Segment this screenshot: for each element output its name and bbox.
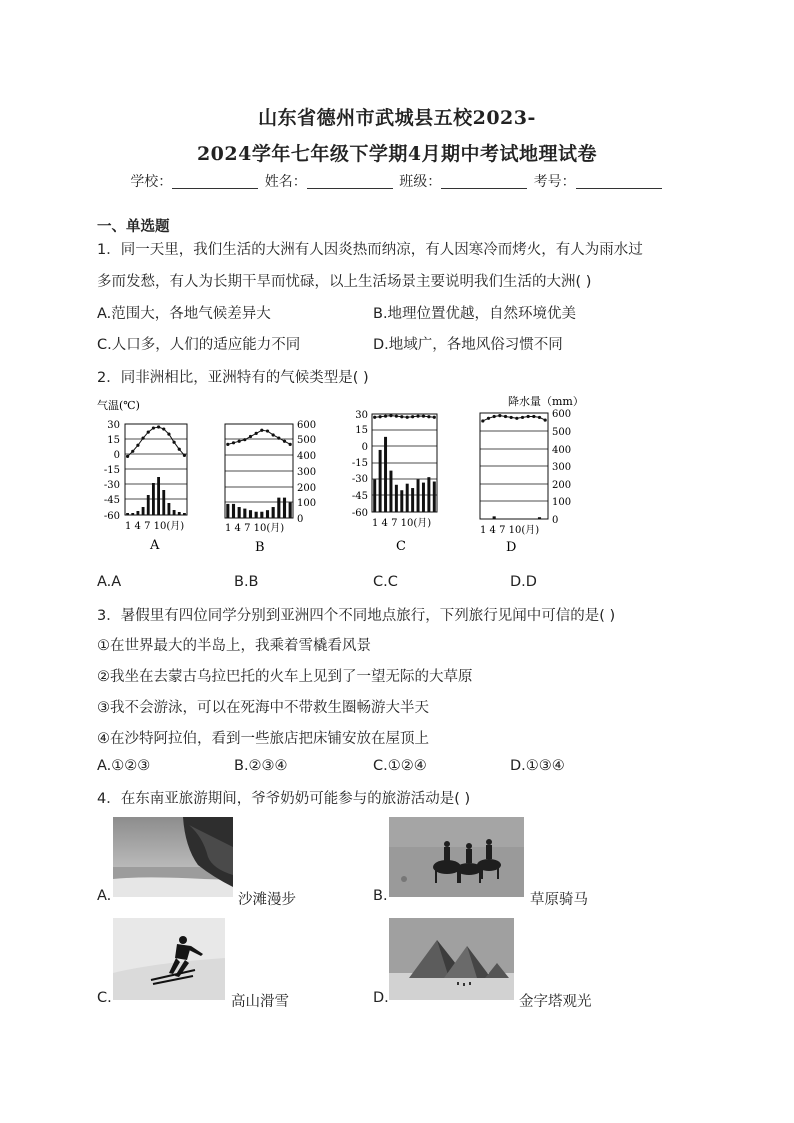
svg-text:300: 300 [552, 462, 572, 473]
precip-bar [422, 483, 425, 512]
temp-axis-ticks [352, 410, 368, 519]
temp-axis-ticks [104, 420, 120, 522]
svg-text:15: 15 [355, 425, 368, 436]
precip-bar [379, 450, 382, 512]
precip-bar [384, 437, 387, 512]
temp-point [183, 454, 186, 457]
section-heading: 一、单选题 [97, 219, 170, 235]
school-label: 学校： [130, 174, 173, 190]
precip-bar [157, 477, 160, 515]
plot-frame [125, 424, 187, 515]
q2-stem: 2．同非洲相比，亚洲特有的气候类型是( ) [97, 370, 369, 386]
temp-point [422, 415, 425, 418]
temp-point [527, 415, 530, 418]
precip-axis-ticks [552, 409, 571, 526]
precip-bar [238, 507, 241, 518]
temp-line [128, 427, 185, 456]
q3-item-4: ④在沙特阿拉伯，看到一些旅店把床铺安放在屋顶上 [97, 731, 429, 747]
gridlines [225, 439, 293, 502]
tick-m60: -60 [103, 511, 120, 522]
tick-m15: -15 [103, 465, 120, 476]
temp-point [406, 416, 409, 419]
svg-text:200: 200 [297, 483, 317, 494]
exam-number-label: 考号： [533, 174, 576, 190]
temp-point [131, 450, 134, 453]
pyramids-photo[interactable] [389, 918, 514, 1000]
precip-bar [173, 510, 176, 515]
temp-point [157, 425, 160, 428]
precip-bar [136, 511, 139, 515]
svg-text:-15: -15 [351, 458, 368, 469]
precip-bar [162, 490, 165, 515]
temp-points [226, 429, 292, 446]
precip-bar [289, 502, 292, 518]
tick-15: 15 [107, 435, 120, 446]
temp-point [544, 418, 547, 421]
precip-axis-title: 降水量（mm） [508, 395, 584, 408]
q3-item-1: ①在世界最大的半岛上，我乘着雪橇看风景 [97, 638, 371, 654]
temp-point [493, 415, 496, 418]
temp-point [167, 433, 170, 436]
temp-points [126, 425, 186, 458]
svg-text:500: 500 [552, 427, 572, 438]
gridlines [480, 431, 548, 501]
name-blank[interactable] [307, 174, 393, 189]
horse-riding-photo[interactable] [389, 817, 524, 897]
x-ticks: 1 4 7 10(月) [480, 525, 540, 536]
temp-point [487, 417, 490, 420]
chart-label: D [506, 540, 517, 555]
precip-bar [232, 504, 235, 518]
precip-bars [126, 477, 186, 515]
q3-option-c[interactable]: C.①②④ [373, 758, 427, 774]
tick-30: 30 [107, 420, 120, 431]
class-label: 班级： [399, 174, 442, 190]
chart-label: A [150, 538, 160, 553]
svg-text:100: 100 [552, 497, 572, 508]
precip-axis-ticks [297, 420, 316, 525]
q3-option-b[interactable]: B.②③④ [234, 758, 288, 774]
svg-text:30: 30 [355, 410, 368, 421]
temp-point [416, 415, 419, 418]
name-label: 姓名： [264, 174, 307, 190]
precip-bar [147, 495, 150, 515]
q4-option-c-caption: 高山滑雪 [231, 994, 289, 1010]
temp-point [400, 415, 403, 418]
temp-point [379, 415, 382, 418]
precip-bar [131, 513, 134, 515]
svg-text:-60: -60 [351, 508, 368, 519]
temp-point [152, 426, 155, 429]
svg-text:500: 500 [297, 435, 317, 446]
precip-bar [272, 507, 275, 518]
class-blank[interactable] [441, 174, 527, 189]
temp-point [427, 415, 430, 418]
temp-point [126, 455, 129, 458]
temp-point [178, 448, 181, 451]
svg-text:100: 100 [297, 498, 317, 509]
svg-text:400: 400 [552, 445, 572, 456]
temp-line [483, 416, 545, 421]
q2-option-d[interactable]: D.D [510, 574, 537, 590]
precip-bar [538, 517, 541, 519]
precip-bar [266, 510, 269, 518]
precip-bar [277, 498, 280, 518]
temp-point [521, 416, 524, 419]
q4-option-a-caption: 沙滩漫步 [238, 892, 296, 908]
temp-line [375, 416, 435, 418]
temp-point [532, 415, 535, 418]
q4-option-a-letter[interactable]: A. [97, 888, 112, 904]
q3-item-2: ②我坐在去蒙古乌拉巴托的火车上见到了一望无际的大草原 [97, 669, 473, 685]
temp-point [172, 441, 175, 444]
precip-bar [142, 507, 145, 515]
precip-bar [260, 512, 263, 518]
temp-point [395, 415, 398, 418]
temp-point [510, 416, 513, 419]
q1-option-c[interactable]: C.人口多，人们的适应能力不同 [97, 337, 301, 353]
climate-chart-c [340, 400, 445, 560]
svg-text:-45: -45 [351, 491, 368, 502]
precip-bar [493, 516, 496, 519]
beach-photo[interactable] [113, 817, 233, 897]
temp-point [249, 435, 252, 438]
temp-point [538, 416, 541, 419]
svg-text:0: 0 [552, 515, 559, 526]
precip-bars [226, 498, 291, 518]
precip-bar [373, 479, 376, 512]
precip-bar [411, 488, 414, 512]
q1-stem-line1: 1．同一天里，我们生活的大洲有人因炎热而纳凉，有人因寒冷而烤火，有人为雨水过 [97, 242, 643, 258]
precip-bar [427, 477, 430, 512]
climate-chart-b [215, 395, 325, 560]
q3-option-a[interactable]: A.①②③ [97, 758, 151, 774]
temp-point [504, 415, 507, 418]
q4-option-b-letter[interactable]: B. [373, 888, 388, 904]
q2-option-c[interactable]: C.C [373, 574, 398, 590]
exam-number-blank[interactable] [576, 174, 662, 189]
school-blank[interactable] [172, 174, 258, 189]
precip-bar [406, 484, 409, 512]
precip-bar [152, 483, 155, 515]
temp-point [260, 429, 263, 432]
q3-stem: 3．暑假里有四位同学分别到亚洲四个不同地点旅行，下列旅行见闻中可信的是( ) [97, 608, 616, 624]
q1-option-a[interactable]: A.范围大，各地气候差异大 [97, 306, 271, 322]
precip-bar [226, 504, 229, 518]
q2-option-b[interactable]: B.B [234, 574, 259, 590]
precip-bars [373, 437, 436, 512]
temp-point [243, 438, 246, 441]
q2-option-a[interactable]: A.A [97, 574, 122, 590]
temp-point [226, 443, 229, 446]
temp-point [136, 444, 139, 447]
temp-point [515, 417, 518, 420]
q4-option-d-letter[interactable]: D. [373, 990, 389, 1006]
precip-bar [249, 510, 252, 518]
q4-option-d-caption: 金字塔观光 [519, 994, 592, 1010]
temp-line [228, 430, 290, 444]
svg-text:200: 200 [552, 480, 572, 491]
temp-point [147, 430, 150, 433]
temp-point [272, 433, 275, 436]
temp-point [411, 415, 414, 418]
q3-option-d[interactable]: D.①③④ [510, 758, 565, 774]
chart-label: C [396, 539, 406, 554]
q1-option-b[interactable]: B.地理位置优越，自然环境优美 [373, 306, 577, 322]
skiing-photo[interactable] [113, 918, 225, 1000]
precip-bar [178, 512, 181, 515]
temp-point [255, 432, 258, 435]
precip-bar [243, 509, 246, 518]
temp-point [232, 441, 235, 444]
temp-point [498, 414, 501, 417]
q1-stem-line2: 多而发愁，有人为长期干旱而忧碌，以上生活场景主要说明我们生活的大洲( ) [97, 274, 592, 290]
temp-point [289, 443, 292, 446]
temp-point [373, 416, 376, 419]
temp-point [162, 427, 165, 430]
temp-point [266, 429, 269, 432]
precip-bar [400, 490, 403, 512]
svg-text:600: 600 [552, 409, 572, 420]
precip-bar [389, 471, 392, 512]
temp-point [141, 437, 144, 440]
temp-point [283, 440, 286, 443]
x-ticks: 1 4 7 10(月) [372, 518, 432, 529]
x-ticks: 1 4 7 10(月) [125, 521, 185, 532]
tick-m45: -45 [103, 495, 120, 506]
tick-m30: -30 [103, 480, 120, 491]
temp-point [433, 416, 436, 419]
precip-bar [283, 498, 286, 518]
precip-bar [417, 479, 420, 512]
temp-point [277, 437, 280, 440]
precip-bar [126, 513, 129, 515]
temp-point [389, 414, 392, 417]
svg-text:-30: -30 [351, 474, 368, 485]
precip-bar [395, 485, 398, 512]
precip-bar [255, 512, 258, 518]
tick-0: 0 [113, 450, 120, 461]
exam-title-line2: 2024学年七年级下学期4月期中考试地理试卷 [196, 143, 598, 165]
svg-text:600: 600 [297, 420, 317, 431]
temp-axis-title: 气温(℃) [97, 399, 140, 412]
q4-option-c-letter[interactable]: C. [97, 990, 112, 1006]
student-info-row [0, 171, 794, 191]
q1-option-d[interactable]: D.地域广，各地风俗习惯不同 [373, 337, 563, 353]
svg-text:400: 400 [297, 451, 317, 462]
svg-text:0: 0 [297, 514, 304, 525]
x-ticks: 1 4 7 10(月) [225, 523, 285, 534]
q4-stem: 4．在东南亚旅游期间，爷爷奶奶可能参与的旅游活动是( ) [97, 791, 471, 807]
svg-text:300: 300 [297, 467, 317, 478]
gridlines [372, 430, 437, 495]
precip-bar [183, 513, 186, 515]
svg-text:0: 0 [361, 442, 368, 453]
climate-chart-a [95, 395, 195, 560]
exam-title-line1: 山东省德州市武城县五校2023- [258, 107, 536, 129]
temp-point [238, 440, 241, 443]
chart-label: B [255, 540, 265, 555]
precip-bar [167, 503, 170, 515]
temp-point [384, 415, 387, 418]
climate-chart-d [470, 393, 585, 560]
precip-bar [433, 482, 436, 512]
q4-option-b-caption: 草原骑马 [530, 892, 588, 908]
q3-item-3: ③我不会游泳，可以在死海中不带救生圈畅游大半天 [97, 700, 429, 716]
temp-point [481, 419, 484, 422]
